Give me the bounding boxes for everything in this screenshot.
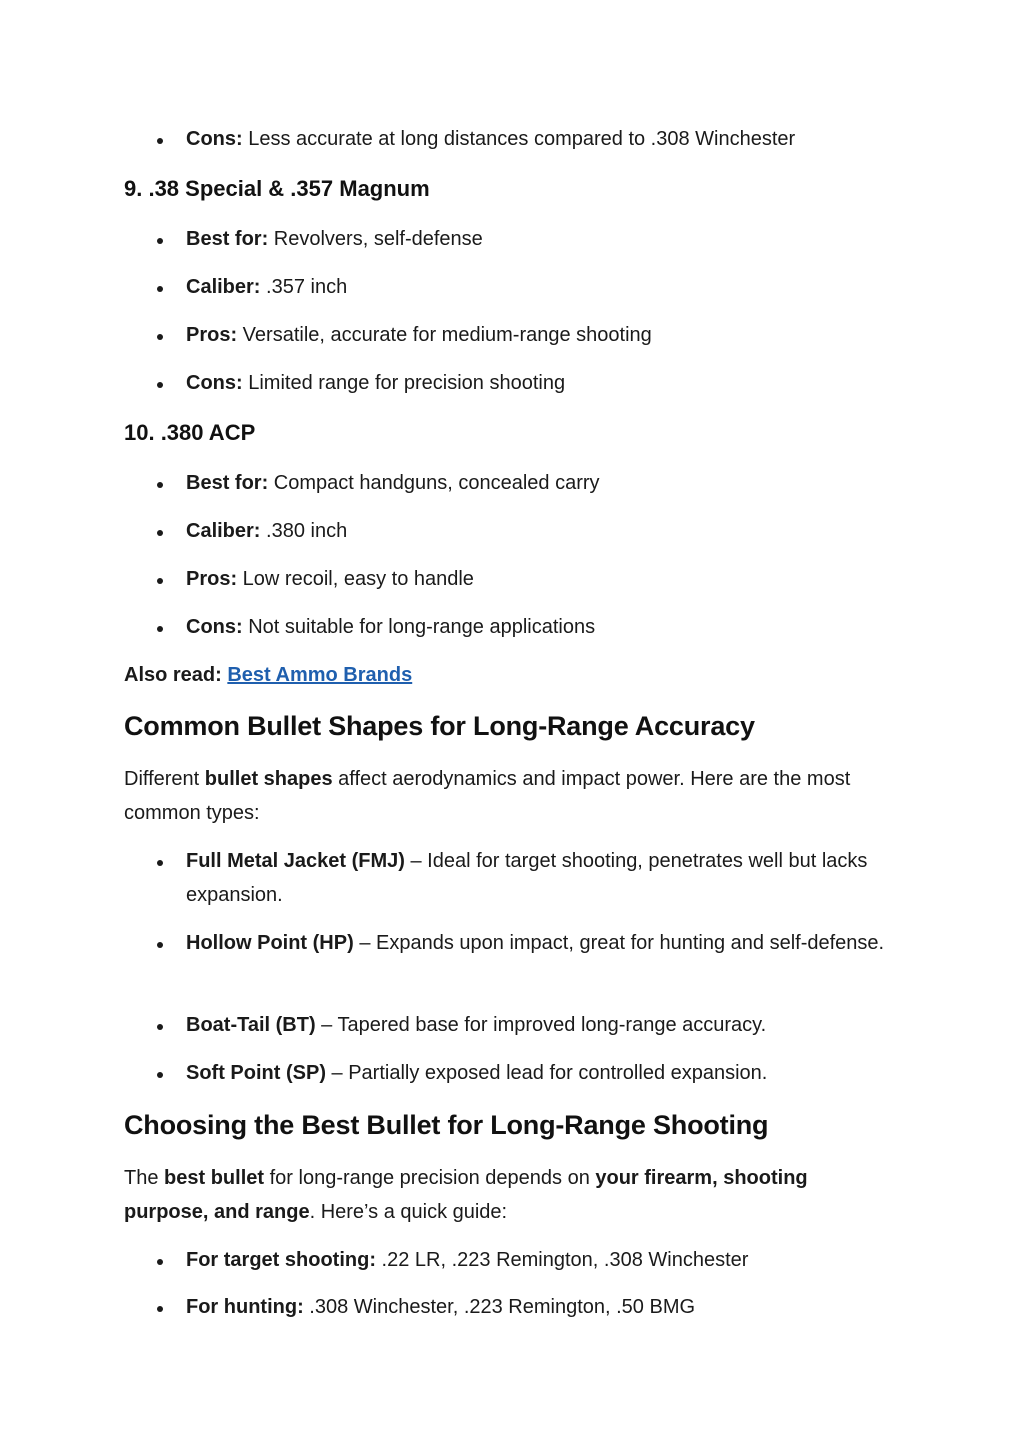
item-label: Full Metal Jacket (FMJ) xyxy=(186,850,405,872)
list-item xyxy=(186,844,886,912)
item-label: Caliber: xyxy=(186,520,261,542)
item-text: Low recoil, easy to handle xyxy=(237,568,474,590)
list-item xyxy=(186,1290,886,1324)
item-label: For hunting: xyxy=(186,1296,304,1318)
list-item xyxy=(186,466,886,500)
item-label: Cons: xyxy=(186,616,243,638)
item-label: Cons: xyxy=(186,372,243,394)
paragraph xyxy=(124,1161,884,1229)
item-text: – Expands upon impact, great for hunting and self-defense. xyxy=(353,932,885,954)
paragraph-text: affect aerodynamics and impact power. Here are the most common types: xyxy=(124,768,851,824)
list-item xyxy=(186,1243,886,1277)
list-item xyxy=(186,366,886,400)
paragraph xyxy=(124,762,884,830)
list-item xyxy=(186,1008,886,1042)
item-label: Caliber: xyxy=(186,276,261,298)
section-heading: Choosing the Best Bullet for Long-Range Shooting xyxy=(124,1110,769,1140)
section-heading: 9. .38 Special & .357 Magnum xyxy=(124,176,430,201)
item-label: Best for: xyxy=(186,228,269,250)
paragraph-text: for long-range precision depends on xyxy=(264,1167,596,1189)
item-text: .22 LR, .223 Remington, .308 Winchester xyxy=(375,1249,749,1271)
item-text: Less accurate at long distances compared to .308 Winchester xyxy=(242,128,796,150)
paragraph-bold: bullet shapes xyxy=(204,768,333,790)
paragraph-text: Different xyxy=(124,768,205,790)
item-label: Best for: xyxy=(186,472,269,494)
item-text: .357 inch xyxy=(260,276,348,298)
item-label: Boat-Tail (BT) xyxy=(186,1014,316,1036)
list-item xyxy=(186,222,886,256)
also-read xyxy=(124,658,884,692)
list-item xyxy=(186,514,886,548)
item-label: Cons: xyxy=(186,128,243,150)
paragraph-text: The xyxy=(124,1167,165,1189)
list-item xyxy=(186,270,886,304)
item-text: – Partially exposed lead for controlled expansion. xyxy=(325,1062,768,1084)
paragraph-bold: best bullet xyxy=(164,1167,265,1189)
item-text: Revolvers, self-defense xyxy=(268,228,483,250)
item-text: Not suitable for long-range applications xyxy=(242,616,596,638)
item-text: .380 inch xyxy=(260,520,348,542)
item-text: Versatile, accurate for medium-range shooting xyxy=(237,324,652,346)
paragraph-text: . Here’s a quick guide: xyxy=(309,1201,508,1223)
section-heading: Common Bullet Shapes for Long-Range Accuracy xyxy=(124,711,755,741)
item-text: Compact handguns, concealed carry xyxy=(268,472,600,494)
list-item xyxy=(186,610,886,644)
item-text: – Ideal for target shooting, penetrates well but lacks expansion. xyxy=(186,850,868,906)
item-label: Hollow Point (HP) xyxy=(186,932,354,954)
also-read-label: Also read: xyxy=(124,664,228,686)
list-item xyxy=(186,122,886,156)
item-label: For target shooting: xyxy=(186,1249,376,1271)
list-item xyxy=(186,1056,886,1090)
item-label: Pros: xyxy=(186,324,238,346)
item-label: Soft Point (SP) xyxy=(186,1062,326,1084)
list-item xyxy=(186,318,886,352)
section-heading: 10. .380 ACP xyxy=(124,420,256,445)
item-text: – Tapered base for improved long-range accuracy. xyxy=(315,1014,767,1036)
list-item xyxy=(186,562,886,596)
item-label: Pros: xyxy=(186,568,238,590)
item-text: Limited range for precision shooting xyxy=(242,372,566,394)
item-text: .308 Winchester, .223 Remington, .50 BMG xyxy=(303,1296,696,1318)
paragraph-bold: your firearm, shooting purpose, and range xyxy=(124,1167,808,1223)
list-item xyxy=(186,926,886,960)
best-ammo-brands-link[interactable]: Best Ammo Brands xyxy=(227,664,413,686)
